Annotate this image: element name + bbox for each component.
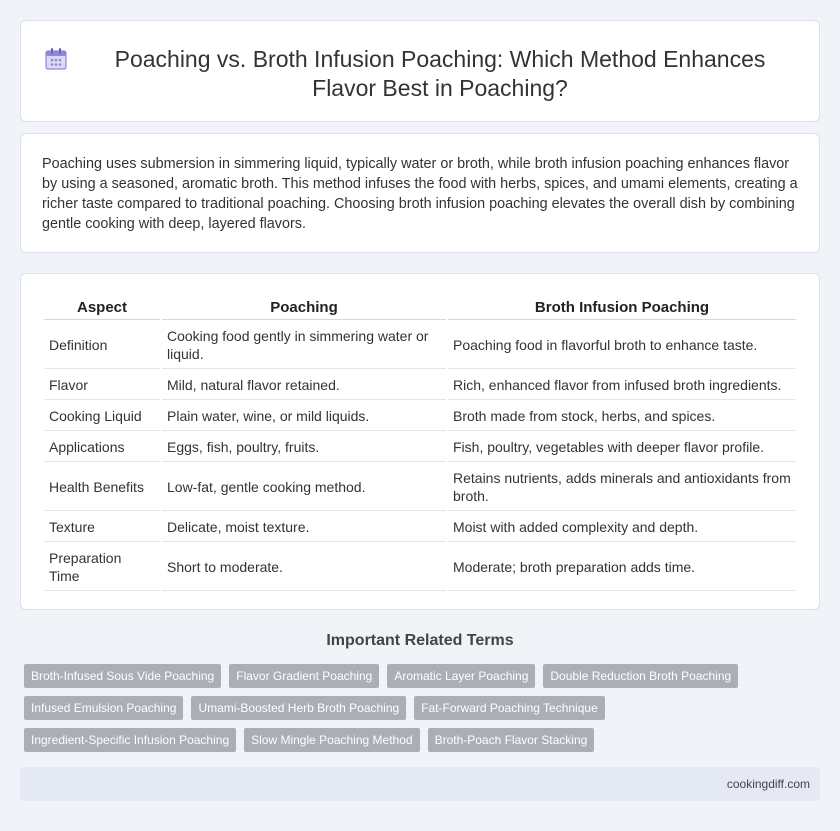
- tag-row: [24, 696, 784, 720]
- related-term-tag[interactable]: Broth-Poach Flavor Stacking: [428, 728, 595, 752]
- table-cell: Low-fat, gentle cooking method.: [162, 464, 446, 511]
- header-aspect: Aspect: [44, 298, 160, 320]
- table-row: [44, 433, 796, 462]
- table-cell: Eggs, fish, poultry, fruits.: [162, 433, 446, 462]
- footer-site[interactable]: cookingdiff.com: [726, 777, 810, 791]
- table-cell: Short to moderate.: [162, 544, 446, 591]
- table-row: [44, 371, 796, 400]
- table-cell: Moist with added complexity and depth.: [448, 513, 796, 542]
- footer: [20, 767, 820, 801]
- table-cell: Poaching food in flavorful broth to enhance taste.: [448, 322, 796, 369]
- table-cell: Preparation Time: [44, 544, 160, 591]
- table-cell: Mild, natural flavor retained.: [162, 371, 446, 400]
- title-card: [20, 20, 820, 122]
- tag-row: [24, 728, 784, 752]
- table-row: [44, 464, 796, 511]
- comparison-card: [20, 273, 820, 610]
- related-term-tag[interactable]: Slow Mingle Poaching Method: [244, 728, 419, 752]
- header-broth-infusion: Broth Infusion Poaching: [448, 298, 796, 320]
- table-cell: Applications: [44, 433, 160, 462]
- related-term-tag[interactable]: Double Reduction Broth Poaching: [543, 664, 738, 688]
- table-cell: Delicate, moist texture.: [162, 513, 446, 542]
- table-row: [44, 322, 796, 369]
- related-term-tag[interactable]: Umami-Boosted Herb Broth Poaching: [191, 696, 406, 720]
- table-cell: Fish, poultry, vegetables with deeper flavor profile.: [448, 433, 796, 462]
- related-term-tag[interactable]: Fat-Forward Poaching Technique: [414, 696, 605, 720]
- table-cell: Definition: [44, 322, 160, 369]
- related-terms-list: [24, 664, 784, 760]
- table-cell: Texture: [44, 513, 160, 542]
- table-header-row: [44, 298, 796, 320]
- tag-row: [24, 664, 784, 688]
- table-row: [44, 513, 796, 542]
- table-cell: Plain water, wine, or mild liquids.: [162, 402, 446, 431]
- related-term-tag[interactable]: Aromatic Layer Poaching: [387, 664, 535, 688]
- intro-paragraph: Poaching uses submersion in simmering liquid, typically water or broth, while broth infusion poaching enhances flavor by using a seasoned, aromatic broth. This method infuses the food with herbs, spices, and umami elements, creating a richer taste compared to traditional poaching. Choosing broth infusion poaching elevates the overall dish by combining gentle cooking with deep, layered flavors.: [42, 156, 798, 232]
- table-cell: Retains nutrients, adds minerals and antioxidants from broth.: [448, 464, 796, 511]
- related-term-tag[interactable]: Ingredient-Specific Infusion Poaching: [24, 728, 236, 752]
- related-term-tag[interactable]: Flavor Gradient Poaching: [229, 664, 379, 688]
- table-cell: Flavor: [44, 371, 160, 400]
- table-cell: Moderate; broth preparation adds time.: [448, 544, 796, 591]
- table-cell: Health Benefits: [44, 464, 160, 511]
- table-row: [44, 402, 796, 431]
- table-cell: Broth made from stock, herbs, and spices.: [448, 402, 796, 431]
- comparison-table: [42, 296, 798, 593]
- related-terms-title: Important Related Terms: [326, 632, 514, 649]
- related-term-tag[interactable]: Infused Emulsion Poaching: [24, 696, 183, 720]
- related-term-tag[interactable]: Broth-Infused Sous Vide Poaching: [24, 664, 221, 688]
- header-poaching: Poaching: [162, 298, 446, 320]
- intro-card: [20, 133, 820, 253]
- page-title: Poaching vs. Broth Infusion Poaching: Which Method Enhances Flavor Best in Poaching?: [114, 46, 766, 101]
- table-cell: Rich, enhanced flavor from infused broth ingredients.: [448, 371, 796, 400]
- table-cell: Cooking food gently in simmering water or liquid.: [162, 322, 446, 369]
- table-row: [44, 544, 796, 591]
- table-cell: Cooking Liquid: [44, 402, 160, 431]
